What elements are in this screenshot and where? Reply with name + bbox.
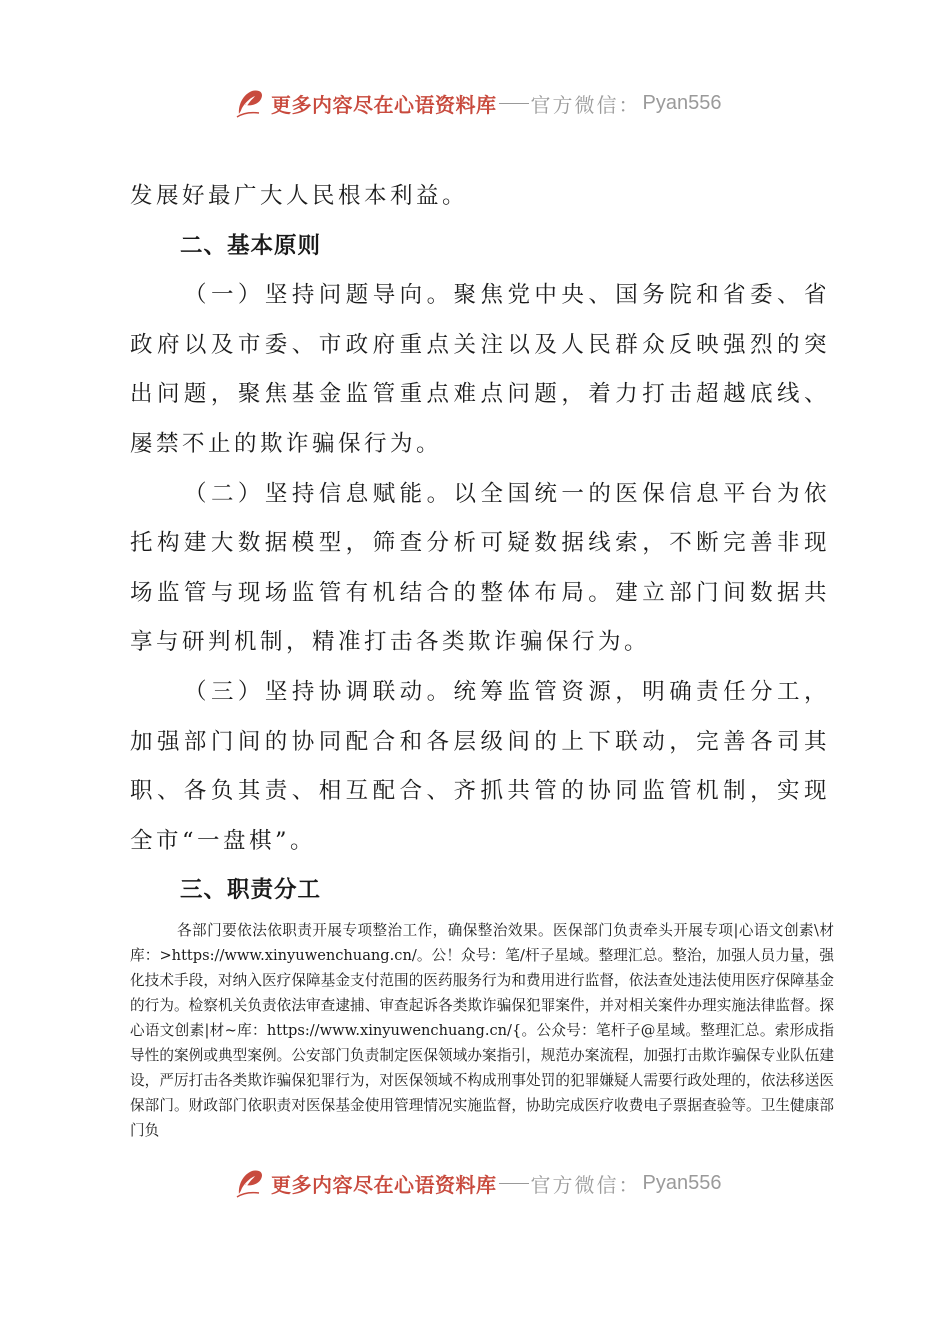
- feather-pen-logo-icon: [233, 86, 267, 120]
- watermark-wechat-id: Pyan556: [642, 91, 722, 114]
- section-heading-basic-principles: 二、基本原则: [180, 232, 322, 259]
- principle-information-empowerment: （二）坚持信息赋能。以全国统一的医保信息平台为依托构建大数据模型，筛查分析可疑数据线索，不断完善非现场监管与现场监管有机结合的整体布局。建立部门间数据共享与研判机制，精准打击各类欺诈骗保行为。: [130, 480, 830, 656]
- responsibilities-paragraph: 各部门要依法依职责开展专项整治工作，确保整治效果。医保部门负责牵头开展专项|心语文创素\材库：>https://www.xinyuwenchuang.cn/。公！众号：笔/杆子星域。整理汇总。整治，加强人员力量，强化技术手段，对纳入医疗保障基金支付范围的医药服务行为和费用进行监督，依法查处违法使用医疗保障基金的行为。检察机关负责依法审查逮捕、审查起诉各类欺诈骗保犯罪案件，并对相关案件办理实施法律监督。探心语文创素|材~库：https://www.xinyuwenchuang.cn/{。公众号：笔杆子@星域。整理汇总。索形成指导性的案例或典型案例。公安部门负责制定医保领域办案指引，规范办案流程，加强打击欺诈骗保专业队伍建设，严厉打击各类欺诈骗保犯罪行为，对医保领域不构成刑事处罚的犯罪嫌疑人需要行政处理的，依法移送医保部门。财政部门依职责对医保基金使用管理情况实施监督，协助完成医疗收费电子票据查验等。卫生健康部门负: [130, 922, 834, 1139]
- watermark-dash: [499, 103, 529, 104]
- watermark-wechat-id: Pyan556: [642, 1171, 722, 1194]
- watermark-official-label: 官方微信：: [530, 1172, 641, 1197]
- intro-paragraph-tail: 发展好最广大人民根本利益。: [130, 183, 469, 209]
- watermark-brand: 更多内容尽在心语资料库: [271, 1172, 497, 1197]
- header-watermark: [233, 86, 721, 120]
- footer-watermark: [233, 1166, 721, 1200]
- watermark-official-label: 官方微信：: [530, 92, 641, 117]
- watermark-brand: 更多内容尽在心语资料库: [271, 92, 497, 117]
- principle-coordination: （三）坚持协调联动。统筹监管资源，明确责任分工，加强部门间的协同配合和各层级间的上下联动，完善各司其职、各负其责、相互配合、齐抓共管的协同监管机制，实现全市“一盘棋”。: [130, 678, 830, 854]
- section-heading-responsibilities: 三、职责分工: [180, 877, 322, 904]
- principle-problem-oriented: （一）坚持问题导向。聚焦党中央、国务院和省委、省政府以及市委、市政府重点关注以及人民群众反映强烈的突出问题，聚焦基金监管重点难点问题，着力打击超越底线、屡禁不止的欺诈骗保行为。: [130, 282, 830, 457]
- document-body: [130, 172, 830, 916]
- feather-pen-logo-icon: [233, 1166, 267, 1200]
- watermark-dash: [499, 1183, 529, 1184]
